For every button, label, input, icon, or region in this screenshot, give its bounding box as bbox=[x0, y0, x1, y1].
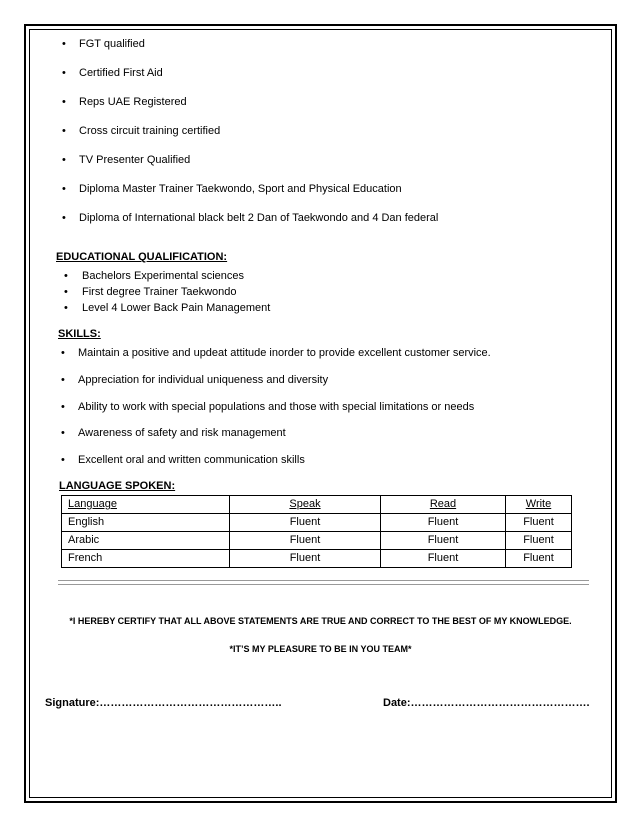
divider bbox=[58, 580, 589, 581]
languages-heading: LANGUAGE SPOKEN: bbox=[59, 480, 176, 492]
bullet-icon: • bbox=[62, 67, 66, 79]
skill-item: Maintain a positive and updeat attitude inorder to provide excellent customer service. bbox=[78, 347, 491, 359]
column-header: Language bbox=[62, 496, 230, 514]
certification-item: Certified First Aid bbox=[79, 67, 163, 79]
bullet-icon: • bbox=[62, 183, 66, 195]
table-cell: Fluent bbox=[381, 532, 506, 550]
bullet-icon: • bbox=[61, 374, 65, 386]
table-row bbox=[62, 532, 572, 550]
bullet-icon: • bbox=[62, 125, 66, 137]
education-item: First degree Trainer Taekwondo bbox=[82, 286, 237, 298]
table-cell: Fluent bbox=[230, 550, 381, 568]
table-cell: Fluent bbox=[381, 514, 506, 532]
bullet-icon: • bbox=[64, 286, 68, 298]
closing-statement: *IT’S MY PLEASURE TO BE IN YOU TEAM* bbox=[229, 644, 412, 654]
table-cell: Fluent bbox=[506, 532, 572, 550]
table-row bbox=[62, 550, 572, 568]
certification-statement: *I HEREBY CERTIFY THAT ALL ABOVE STATEMENTS ARE TRUE AND CORRECT TO THE BEST OF MY KNOWLEDGE. bbox=[69, 616, 572, 626]
bullet-icon: • bbox=[62, 154, 66, 166]
table-row bbox=[62, 514, 572, 532]
languages-table bbox=[61, 495, 572, 568]
skill-item: Awareness of safety and risk management bbox=[78, 427, 286, 439]
date-line: Date:…………………………………………. bbox=[383, 697, 590, 709]
bullet-icon: • bbox=[64, 302, 68, 314]
skill-item: Appreciation for individual uniqueness and diversity bbox=[78, 374, 329, 386]
table-cell: Arabic bbox=[62, 532, 230, 550]
table-cell: Fluent bbox=[230, 514, 381, 532]
education-item: Bachelors Experimental sciences bbox=[82, 270, 245, 282]
bullet-icon: • bbox=[62, 96, 66, 108]
column-header: Speak bbox=[230, 496, 381, 514]
bullet-icon: • bbox=[61, 454, 65, 466]
education-heading: EDUCATIONAL QUALIFICATION: bbox=[56, 251, 228, 263]
bullet-icon: • bbox=[62, 38, 66, 50]
table-cell: Fluent bbox=[506, 514, 572, 532]
certification-item: Diploma Master Trainer Taekwondo, Sport and Physical Education bbox=[79, 183, 402, 195]
skill-item: Excellent oral and written communication skills bbox=[78, 454, 305, 466]
bullet-icon: • bbox=[61, 401, 65, 413]
table-cell: Fluent bbox=[506, 550, 572, 568]
bullet-icon: • bbox=[62, 212, 66, 224]
skills-heading: SKILLS: bbox=[58, 328, 101, 340]
table-cell: Fluent bbox=[381, 550, 506, 568]
signature-line: Signature:………………………………………….. bbox=[45, 697, 282, 709]
table-header-row bbox=[62, 496, 572, 514]
certification-item: Cross circuit training certified bbox=[79, 125, 221, 137]
table-cell: French bbox=[62, 550, 230, 568]
table-cell: Fluent bbox=[230, 532, 381, 550]
column-header: Write bbox=[506, 496, 572, 514]
education-item: Level 4 Lower Back Pain Management bbox=[82, 302, 271, 314]
bullet-icon: • bbox=[64, 270, 68, 282]
certification-item: TV Presenter Qualified bbox=[79, 154, 191, 166]
bullet-icon: • bbox=[61, 347, 65, 359]
certification-item: Reps UAE Registered bbox=[79, 96, 187, 108]
skill-item: Ability to work with special populations and those with special limitations or needs bbox=[78, 401, 475, 413]
divider bbox=[58, 584, 589, 585]
certification-item: FGT qualified bbox=[79, 38, 145, 50]
column-header: Read bbox=[381, 496, 506, 514]
bullet-icon: • bbox=[61, 427, 65, 439]
table-cell: English bbox=[62, 514, 230, 532]
certification-item: Diploma of International black belt 2 Dan of Taekwondo and 4 Dan federal bbox=[79, 212, 439, 224]
